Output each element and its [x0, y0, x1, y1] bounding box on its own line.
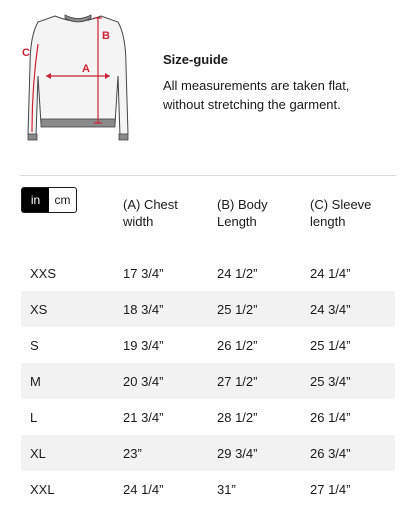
size-guide-title: Size-guide [163, 52, 229, 67]
chest-cell: 19 3/4” [123, 337, 164, 353]
body-length-cell: 25 1/2” [217, 301, 258, 317]
size-cell: M [30, 373, 41, 389]
chest-cell: 24 1/4” [123, 481, 164, 497]
size-cell: L [30, 409, 38, 425]
unit-cm-button[interactable]: cm [54, 193, 71, 207]
size-cell: XXS [30, 265, 57, 281]
table-row [21, 363, 395, 399]
sleeve-cell: 25 3/4” [310, 373, 351, 389]
column-header-chest: (A) Chest width [123, 197, 178, 229]
chest-cell: 17 3/4” [123, 265, 164, 281]
table-row [21, 435, 395, 471]
table-row [21, 471, 395, 507]
size-cell: XL [30, 445, 46, 461]
table-row [21, 399, 395, 435]
table-row [21, 327, 395, 363]
sweater-left-cuff [28, 134, 37, 140]
size-cell: S [30, 337, 39, 353]
sweater-diagram [18, 6, 138, 146]
table-row [21, 255, 395, 291]
unit-inches-button[interactable]: in [22, 188, 49, 212]
sleeve-cell: 26 3/4” [310, 445, 351, 461]
sleeve-cell: 27 1/4” [310, 481, 351, 497]
column-header-body-length: (B) Body Length [217, 197, 268, 229]
body-length-cell: 26 1/2” [217, 337, 258, 353]
measure-label-a: A [82, 63, 90, 75]
measure-label-c: C [22, 47, 30, 59]
measure-label-b: B [102, 30, 110, 42]
size-cell: XS [30, 301, 48, 317]
table-row [21, 291, 395, 327]
body-length-cell: 31” [217, 481, 236, 497]
body-length-cell: 29 3/4” [217, 445, 258, 461]
size-guide-info [163, 52, 403, 114]
chest-cell: 21 3/4” [123, 409, 164, 425]
sleeve-cell: 24 1/4” [310, 265, 351, 281]
column-header-sleeve: (C) Sleeve length [310, 197, 372, 229]
sleeve-cell: 26 1/4” [310, 409, 351, 425]
size-guide-description: All measurements are taken flat, without stretching the garment. [163, 78, 350, 112]
body-length-cell: 24 1/2” [217, 265, 258, 281]
chest-cell: 23” [123, 445, 142, 461]
size-cell: XXL [30, 481, 55, 497]
sleeve-cell: 24 3/4” [310, 301, 351, 317]
unit-toggle [21, 187, 77, 213]
divider [20, 175, 396, 176]
sweater-right-cuff [119, 134, 128, 140]
size-table [21, 255, 395, 507]
chest-cell: 18 3/4” [123, 301, 164, 317]
sweater-waistband [41, 119, 115, 127]
body-length-cell: 28 1/2” [217, 409, 258, 425]
sleeve-cell: 25 1/4” [310, 337, 351, 353]
chest-cell: 20 3/4” [123, 373, 164, 389]
body-length-cell: 27 1/2” [217, 373, 258, 389]
